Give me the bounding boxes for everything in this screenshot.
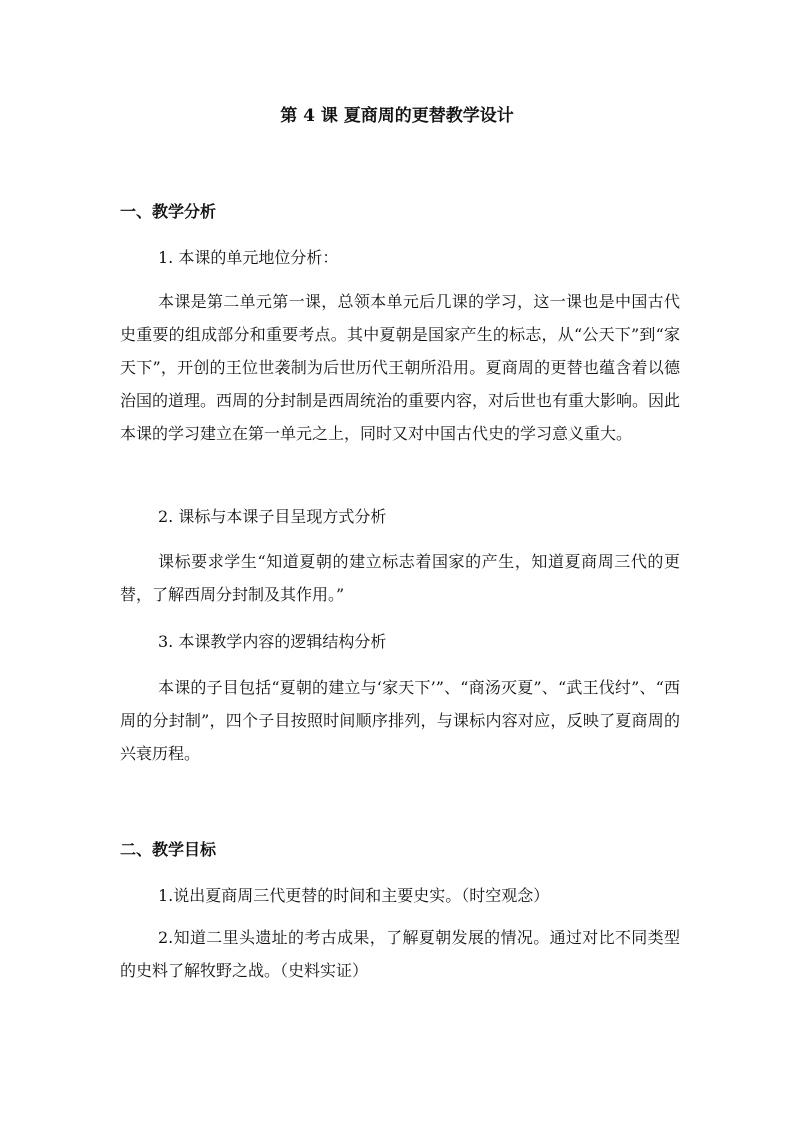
paragraph-unit-position: 本课是第二单元第一课，总领本单元后几课的学习，这一课也是中国古代史重要的组成部分和重要考点。其中夏朝是国家产生的标志，从“公天下”到“家天下”，开创的王位世袭制为后世历代王朝所沿用。夏商周的更替也蕴含着以德治国的道理。西周的分封制是西周统治的重要内容，对后世也有重大影响。因此本课的学习建立在第一单元之上，同时又对中国古代史的学习意义重大。 xyxy=(120,292,681,443)
section-heading-analysis: 一、教学分析 xyxy=(120,202,217,221)
document-title: 第 4 课 夏商周的更替教学设计 xyxy=(280,106,514,126)
section-heading-goals: 二、教学目标 xyxy=(120,840,217,859)
subheading-logic-structure: 3. 本课教学内容的逻辑结构分析 xyxy=(158,632,387,651)
goal-item-2: 2.知道二里头遗址的考古成果，了解夏朝发展的情况。通过对比不同类型的史料了解牧野之战。（史料实证） xyxy=(120,928,680,980)
goal-item-1: 1.说出夏商周三代更替的时间和主要史实。（时空观念） xyxy=(158,886,550,905)
subheading-unit-position: 1. 本课的单元地位分析： xyxy=(158,248,339,267)
subheading-curriculum-standard: 2. 课标与本课子目呈现方式分析 xyxy=(158,507,387,526)
paragraph-logic-structure: 本课的子目包括“夏朝的建立与‘家天下’”、“商汤灭夏”、“武王伐纣”、“西周的分封制”，四个子目按照时间顺序排列，与课标内容对应，反映了夏商周的兴衰历程。 xyxy=(120,678,680,763)
paragraph-curriculum-standard: 课标要求学生“知道夏朝的建立标志着国家的产生，知道夏商周三代的更替，了解西周分封制及其作用。” xyxy=(120,552,680,604)
